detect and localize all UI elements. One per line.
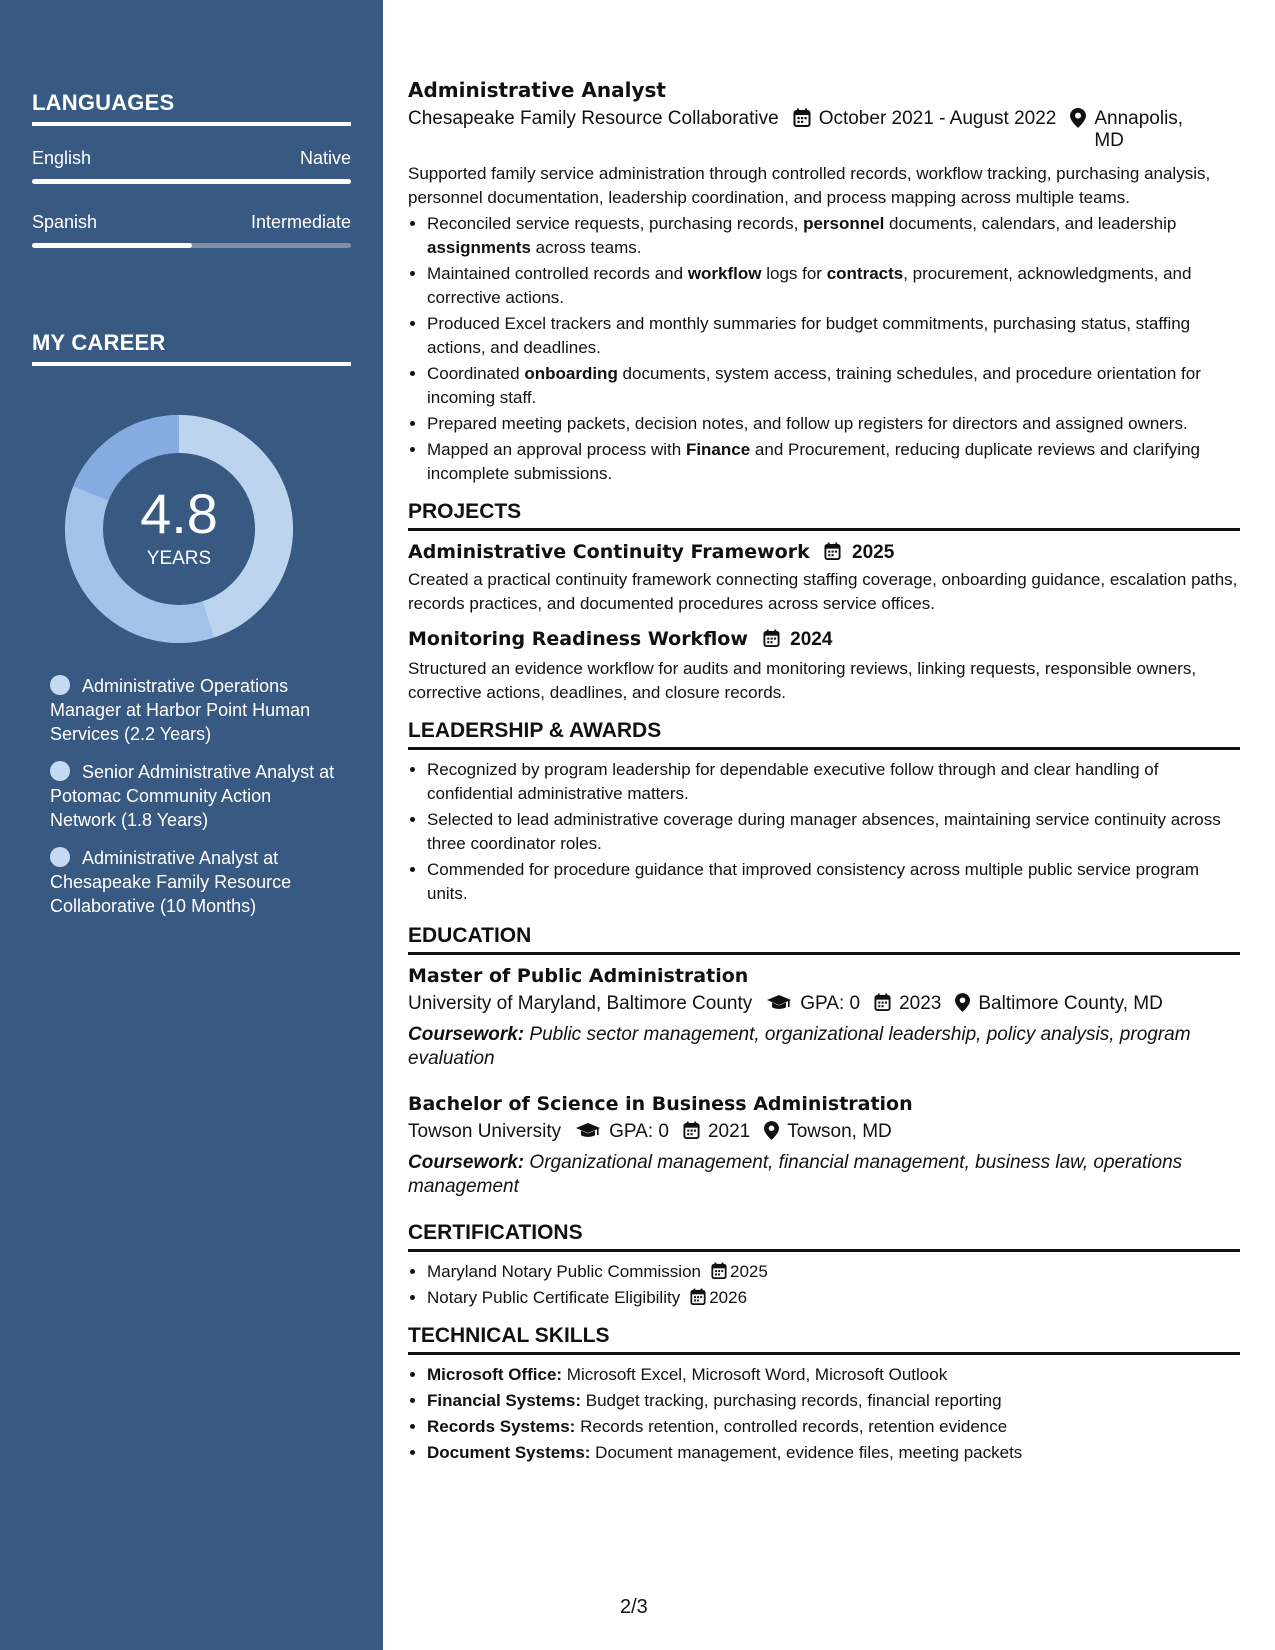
degree-title: Master of Public Administration xyxy=(408,965,749,987)
project-entry xyxy=(408,628,1240,705)
languages-heading: LANGUAGES xyxy=(32,90,351,126)
certifications-list xyxy=(408,1260,1240,1310)
leadership-item: • Commended for procedure guidance that improved consistency across multiple public service program units. xyxy=(427,858,1240,906)
coursework-label: Coursework: xyxy=(408,1024,525,1045)
career-donut xyxy=(64,414,294,644)
project-title: Administrative Continuity Framework xyxy=(408,541,810,563)
calendar-icon xyxy=(793,108,811,131)
language-level: Native xyxy=(299,148,351,168)
location-pin-icon xyxy=(764,1121,779,1143)
degree-title: Bachelor of Science in Business Administration xyxy=(408,1093,913,1115)
career-heading: MY CAREER xyxy=(32,330,351,366)
sidebar xyxy=(0,0,383,1650)
skill-value: Budget tracking, purchasing records, financial reporting xyxy=(585,1391,1002,1410)
location-pin-icon xyxy=(955,993,970,1015)
job-bullet: • Mapped an approval process with Finance and Procurement, reducing duplicate reviews and clarifying incomplete submissions. xyxy=(427,438,1240,486)
job-summary: Supported family service administration through controlled records, workflow tracking, purchasing analysis, personnel documentation, leadership coordination, and process mapping across multiple teams. xyxy=(408,164,1211,207)
project-title: Monitoring Readiness Workflow xyxy=(408,628,748,650)
gpa: GPA: 0 xyxy=(609,1121,669,1142)
education-entry xyxy=(408,1093,1240,1199)
job-org: Chesapeake Family Resource Collaborative xyxy=(408,108,779,129)
project-year: 2025 xyxy=(852,542,895,563)
language-item xyxy=(32,148,351,184)
education-meta xyxy=(408,993,1240,1015)
location-pin-icon xyxy=(1070,108,1086,131)
job-dates: October 2021 - August 2022 xyxy=(818,108,1057,129)
certification-year: 2025 xyxy=(729,1262,768,1281)
job-bullet: • Prepared meeting packets, decision notes, and follow up registers for directors and assigned owners. xyxy=(427,412,1240,436)
school-name: University of Maryland, Baltimore County xyxy=(408,993,753,1014)
languages-section xyxy=(32,90,351,248)
language-bar-fill xyxy=(32,243,192,248)
language-bar-fill xyxy=(32,179,351,184)
experience-entry xyxy=(408,78,1240,486)
career-unit: YEARS xyxy=(146,548,212,569)
skill-label: Microsoft Office: xyxy=(427,1365,563,1384)
calendar-icon xyxy=(711,1262,727,1281)
skills-heading: TECHNICAL SKILLS xyxy=(408,1324,1240,1355)
project-entry xyxy=(408,541,1240,616)
skill-label: Records Systems: xyxy=(427,1417,576,1436)
coursework xyxy=(408,1151,1240,1199)
skill-value: Records retention, controlled records, retention evidence xyxy=(580,1417,1008,1436)
project-desc: Created a practical continuity framework connecting staffing coverage, onboarding guidance, escalation paths, records practices, and documented procedures across service offices. xyxy=(408,570,1238,613)
career-section xyxy=(32,330,351,366)
skill-value: Microsoft Excel, Microsoft Word, Microsoft Outlook xyxy=(566,1365,948,1384)
project-desc: Structured an evidence workflow for audits and monitoring reviews, linking requests, responsible owners, corrective actions, deadlines, and closure records. xyxy=(408,659,1197,702)
skill-item xyxy=(427,1441,1240,1465)
career-dot-icon xyxy=(50,675,70,695)
projects-heading: PROJECTS xyxy=(408,500,1240,531)
school-location: Baltimore County, MD xyxy=(978,993,1163,1014)
language-item xyxy=(32,212,351,248)
graduation-year: 2023 xyxy=(899,993,942,1014)
language-name: Spanish xyxy=(32,212,98,232)
career-list xyxy=(50,674,340,932)
language-level: Intermediate xyxy=(250,212,351,232)
graduation-cap-icon xyxy=(766,993,792,1015)
job-bullets xyxy=(408,212,1240,486)
skill-label: Document Systems: xyxy=(427,1443,591,1462)
skills-list xyxy=(408,1363,1240,1465)
career-item: Administrative Analyst at Chesapeake Family Resource Collaborative (10 Months) xyxy=(50,848,292,916)
leadership-heading: LEADERSHIP & AWARDS xyxy=(408,719,1240,750)
career-years: 4.8 xyxy=(140,482,218,545)
graduation-year: 2021 xyxy=(707,1121,751,1142)
certification-item xyxy=(427,1260,1240,1284)
graduation-cap-icon xyxy=(575,1121,601,1143)
skill-value: Document management, evidence files, meeting packets xyxy=(595,1443,1023,1462)
gpa: GPA: 0 xyxy=(800,993,861,1014)
certification-name: Maryland Notary Public Commission xyxy=(427,1262,701,1281)
page-number: 2/3 xyxy=(620,1596,648,1618)
education-heading: EDUCATION xyxy=(408,924,1240,955)
coursework-text: Public sector management, organizational leadership, policy analysis, program evaluation xyxy=(408,1024,1191,1069)
certification-year: 2026 xyxy=(709,1288,748,1307)
education-meta xyxy=(408,1121,1240,1143)
coursework xyxy=(408,1023,1240,1071)
school-location: Towson, MD xyxy=(787,1121,892,1142)
project-year: 2024 xyxy=(790,629,833,650)
calendar-icon xyxy=(824,541,841,563)
job-bullet: • Maintained controlled records and workflow logs for contracts, procurement, acknowledgments, and corrective actions. xyxy=(427,262,1240,310)
calendar-icon xyxy=(763,628,780,650)
job-bullet: • Coordinated onboarding documents, system access, training schedules, and procedure orientation for incoming staff. xyxy=(427,362,1240,410)
skill-item xyxy=(427,1389,1240,1413)
calendar-icon xyxy=(874,993,891,1015)
education-entry xyxy=(408,965,1240,1071)
leadership-item: • Recognized by program leadership for dependable executive follow through and clear handling of confidential administrative matters. xyxy=(427,758,1240,806)
leadership-item: • Selected to lead administrative coverage during manager absences, maintaining service continuity across three coordinator roles. xyxy=(427,808,1240,856)
coursework-label: Coursework: xyxy=(408,1152,525,1173)
job-bullet: • Reconciled service requests, purchasing records, personnel documents, calendars, and leadership assignments across teams. xyxy=(427,212,1240,260)
certification-name: Notary Public Certificate Eligibility xyxy=(427,1288,681,1307)
main-content xyxy=(408,78,1240,1467)
coursework-text: Organizational management, financial management, business law, operations management xyxy=(408,1152,1183,1197)
leadership-list xyxy=(408,758,1240,906)
job-location: Annapolis, MD xyxy=(1094,108,1184,151)
career-dot-icon xyxy=(50,761,70,781)
career-item: Administrative Operations Manager at Harbor Point Human Services (2.2 Years) xyxy=(50,676,311,744)
career-dot-icon xyxy=(50,847,70,867)
job-title: Administrative Analyst xyxy=(408,78,666,102)
skill-label: Financial Systems: xyxy=(427,1391,582,1410)
school-name: Towson University xyxy=(408,1121,562,1142)
language-name: English xyxy=(32,148,92,168)
certifications-heading: CERTIFICATIONS xyxy=(408,1221,1240,1252)
calendar-icon xyxy=(690,1288,706,1307)
language-bar xyxy=(32,243,351,248)
job-bullet: • Produced Excel trackers and monthly summaries for budget commitments, purchasing status, staffing actions, and deadlines. xyxy=(427,312,1240,360)
certification-item xyxy=(427,1286,1240,1310)
job-meta xyxy=(408,108,1240,152)
calendar-icon xyxy=(683,1121,700,1143)
skill-item xyxy=(427,1363,1240,1387)
skill-item xyxy=(427,1415,1240,1439)
language-bar xyxy=(32,179,351,184)
career-item: Senior Administrative Analyst at Potomac Community Action Network (1.8 Years) xyxy=(50,762,335,830)
